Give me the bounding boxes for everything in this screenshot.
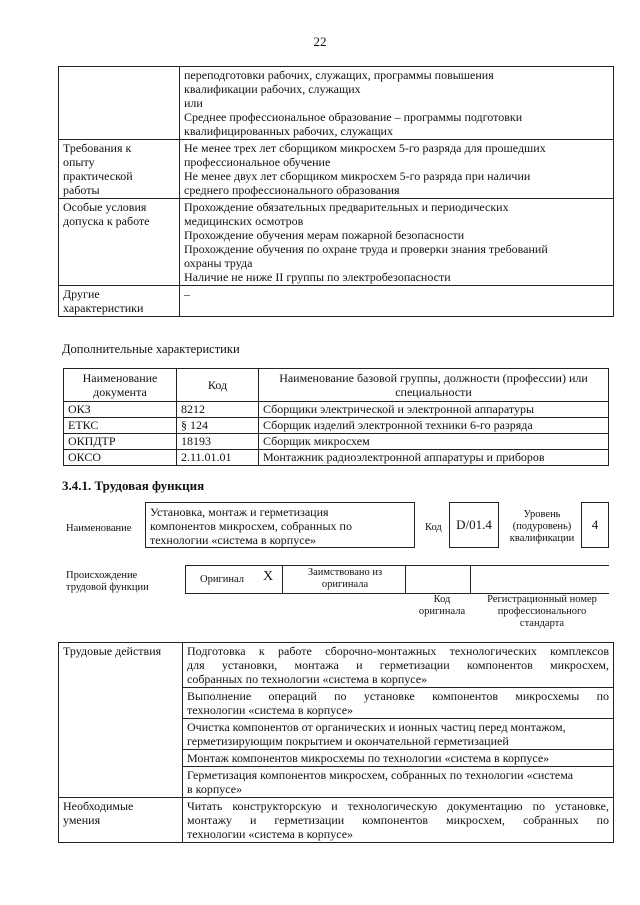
text-line: технологии «система в корпусе» (150, 533, 317, 547)
registration-caption (474, 594, 610, 630)
text-line: Регистрационный номер (487, 594, 597, 605)
row-value (180, 140, 614, 199)
row-value (180, 199, 614, 286)
original-label: Оригинал (200, 574, 244, 585)
text-line: среднего профессионального образования (184, 183, 400, 197)
text-line: трудовой функции (66, 582, 149, 593)
action-cell (183, 643, 614, 688)
level-label (503, 509, 581, 545)
table-cell: § 124 (177, 418, 259, 434)
table-cell: Сборщики электрической и электронной аппаратуры (259, 402, 609, 418)
text-line: квалификации рабочих, служащих (184, 82, 361, 96)
page-number: 22 (313, 34, 327, 49)
text-line: Наличие не ниже II группы по электробезопасности (184, 270, 451, 284)
table-row (59, 286, 614, 317)
skill-cell (183, 798, 614, 843)
table-row (64, 402, 609, 418)
text-line: квалифицированных рабочих, служащих (184, 124, 393, 138)
text-line: в корпусе» (187, 782, 243, 796)
code-label: Код (425, 522, 442, 533)
table-header-row (64, 369, 609, 402)
code-caption (412, 594, 472, 618)
table-cell: Сборщик микросхем (259, 434, 609, 450)
text-line: квалификации (509, 533, 575, 544)
function-title: 3.4.1. Трудовая функция (62, 478, 205, 493)
row-value (180, 67, 614, 140)
table-cell: ЕТКС (64, 418, 177, 434)
text-line: Выполнение операций по установке компонентов микросхемы по (187, 689, 609, 703)
text-line: Не менее двух лет сборщиком микросхем 5-го разряда при наличии (184, 169, 531, 183)
table-cell: Монтажник радиоэлектронной аппаратуры и приборов (259, 450, 609, 466)
table-row (59, 798, 614, 843)
label-line: Необходимые (63, 799, 134, 813)
text-line: Код (433, 594, 451, 605)
row-label (59, 286, 180, 317)
label-line: характеристики (63, 301, 144, 315)
action-cell (183, 767, 614, 798)
additional-title: Дополнительные характеристики (62, 342, 240, 356)
row-label (59, 67, 180, 140)
text-line: или (184, 96, 203, 110)
text-line: Установка, монтаж и герметизация (150, 505, 329, 519)
origin-label (66, 570, 149, 594)
divider (470, 565, 471, 594)
text-line: оригинала (418, 606, 466, 617)
divider (405, 565, 406, 594)
table-row (59, 643, 614, 688)
table-cell: ОКПДТР (64, 434, 177, 450)
text-line: Герметизация компонентов микросхем, собранных по технологии «система (187, 768, 574, 782)
text-line: Очистка компонентов от органических и ионных частиц перед монтажом, (187, 720, 566, 734)
row-label (59, 140, 180, 199)
text-line: профессионального (497, 606, 587, 617)
action-cell (183, 750, 614, 767)
text-line: технологии «система в корпусе» (187, 827, 354, 841)
label-line: допуска к работе (63, 214, 150, 228)
text-line: монтажу и герметизации компонентов микросхем, собранных по (187, 813, 609, 827)
text-line: Прохождение обязательных предварительных и периодических (184, 200, 509, 214)
skills-label (59, 798, 183, 843)
borrowed-label (290, 567, 400, 591)
column-header: Наименование базовой группы, должности (профессии) или специальности (259, 369, 609, 402)
label-line: опыту (63, 155, 95, 169)
table-row (59, 140, 614, 199)
code-value-box: D/01.4 (449, 502, 499, 548)
text-line: (подуровень) (512, 521, 572, 532)
table-cell: ОКЗ (64, 402, 177, 418)
text-line: Прохождение обучения мерам пожарной безопасности (184, 228, 465, 242)
text-line: Монтаж компонентов микросхемы по технологии «система в корпусе» (187, 751, 550, 765)
text-line: Прохождение обучения по охране труда и проверки знания требований (184, 242, 548, 256)
label-line: Требования к (63, 141, 132, 155)
text-line: Заимствовано из (307, 567, 383, 578)
column-header: Наименование документа (64, 369, 177, 402)
label-line: умения (63, 813, 101, 827)
table-row (59, 199, 614, 286)
requirements-table (58, 66, 614, 317)
table-cell: 18193 (177, 434, 259, 450)
text-line: Уровень (523, 509, 561, 520)
table-cell: Сборщик изделий электронной техники 6-го разряда (259, 418, 609, 434)
actions-table (58, 642, 614, 843)
action-cell (183, 719, 614, 750)
row-label (59, 199, 180, 286)
text-line: герметизирующим покрытием и окончательной герметизацией (187, 734, 509, 748)
text-line: стандарта (519, 618, 565, 629)
additional-table (63, 368, 609, 466)
table-cell: ОКСО (64, 450, 177, 466)
column-header: Код (177, 369, 259, 402)
text-line: переподготовки рабочих, служащих, программы повышения (184, 68, 494, 82)
text-line: Среднее профессиональное образование – программы подготовки (184, 110, 523, 124)
text-line: Происхождение (66, 570, 138, 581)
actions-label: Трудовые действия (59, 643, 183, 798)
table-row (64, 450, 609, 466)
level-value-box: 4 (581, 502, 609, 548)
name-label: Наименование (66, 523, 132, 534)
table-row (64, 418, 609, 434)
label-line: практической (63, 169, 133, 183)
text-line: компонентов микросхем, собранных по (150, 519, 352, 533)
table-cell: 2.11.01.01 (177, 450, 259, 466)
text-line: технологии «система в корпусе» (187, 703, 354, 717)
text-line: Читать конструкторскую и технологическую документацию по установке, (187, 799, 609, 813)
label-line: работы (63, 183, 100, 197)
text-line: собранных по технологии «система в корпусе» (187, 672, 428, 686)
action-cell (183, 688, 614, 719)
divider (282, 565, 283, 594)
text-line: профессиональное обучение (184, 155, 331, 169)
label-line: Особые условия (63, 200, 147, 214)
text-line: Подготовка к работе сборочно-монтажных технологических комплексов (187, 644, 609, 658)
label-line: Другие (63, 287, 100, 301)
text-line: медицинских осмотров (184, 214, 304, 228)
table-cell: 8212 (177, 402, 259, 418)
table-row (64, 434, 609, 450)
table-row (59, 67, 614, 140)
text-line: для установки, монтажа и герметизации компонентов микросхем, (187, 658, 609, 672)
original-mark: X (263, 569, 274, 584)
text-line: оригинала (321, 579, 369, 590)
text-line: Не менее трех лет сборщиком микросхем 5-го разряда для прошедших (184, 141, 546, 155)
text-line: охраны труда (184, 256, 253, 270)
function-name-box (145, 502, 415, 548)
row-value: – (180, 286, 614, 317)
